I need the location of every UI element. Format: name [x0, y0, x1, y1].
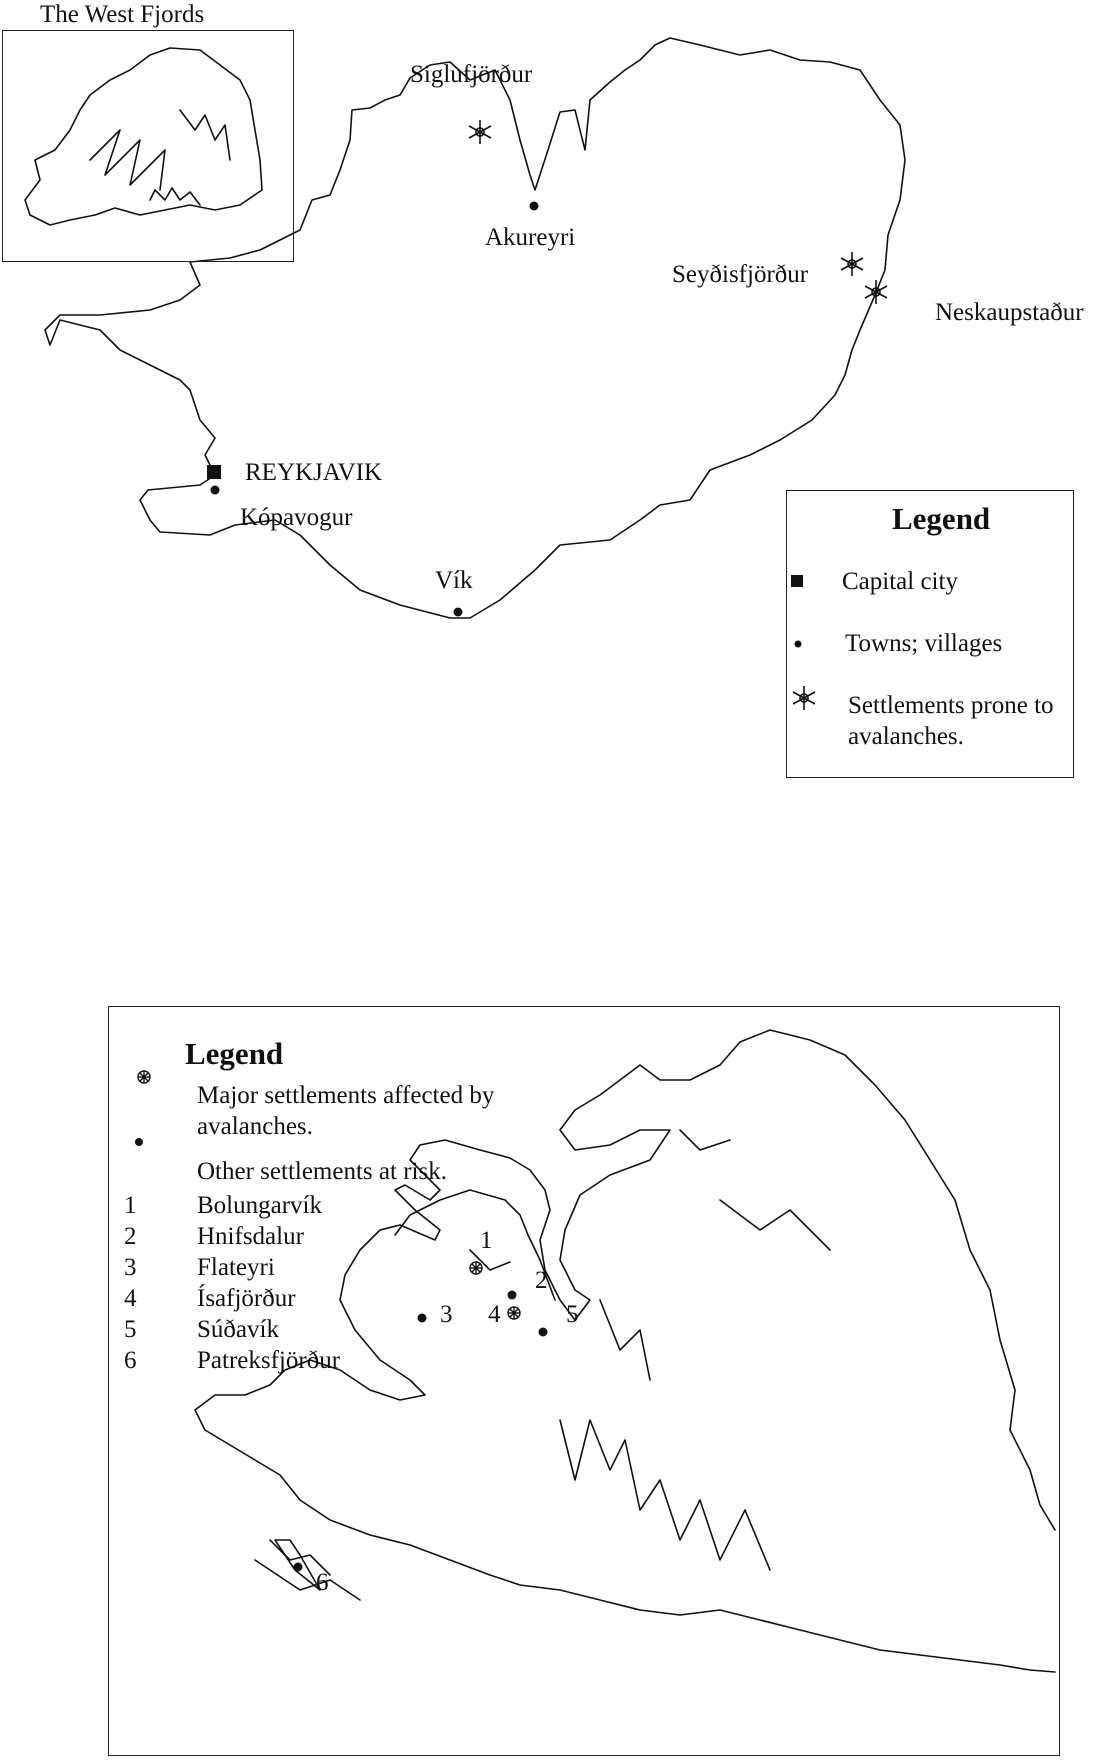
legend-list-name: Flateyri — [197, 1254, 275, 1281]
legend-list-number: 2 — [124, 1223, 137, 1250]
label-seydisfjordur: Seyðisfjörður — [672, 261, 809, 288]
label-siglufjordur: Siglufjörður — [410, 61, 533, 88]
legend-list-number: 1 — [124, 1192, 137, 1219]
dot-hnifsdalur — [508, 1291, 517, 1300]
map-number-2: 2 — [535, 1267, 548, 1294]
map-number-1: 1 — [480, 1227, 493, 1254]
label-vik: Vík — [435, 567, 473, 594]
bottom-legend-title: Legend — [185, 1036, 284, 1071]
west-fjords-inset-label: The West Fjords — [40, 1, 205, 28]
legend-list-number: 4 — [124, 1285, 137, 1312]
dot-patreksfjordur — [294, 1563, 303, 1572]
legend-list-name: Patreksfjörður — [197, 1347, 341, 1374]
legend-list-number: 3 — [124, 1254, 137, 1281]
avalanche-icon-isafjordur — [508, 1307, 520, 1319]
legend-list-number: 5 — [124, 1316, 137, 1343]
label-neskaupstadur: Neskaupstaður — [935, 299, 1084, 326]
legend-affected-avalanche-icon — [138, 1071, 150, 1083]
legend-list-name: Ísafjörður — [197, 1285, 296, 1312]
map-number-6: 6 — [316, 1569, 329, 1596]
map-number-4: 4 — [488, 1301, 501, 1328]
legend-list-name: Súðavík — [197, 1316, 279, 1343]
dot-flateyri — [418, 1314, 427, 1323]
legend-at-risk-dot-icon — [135, 1138, 143, 1146]
bottom-legend-at-risk-label: Other settlements at risk. — [197, 1158, 447, 1185]
legend-list-name: Bolungarvík — [197, 1192, 322, 1219]
dot-sudavik — [539, 1328, 548, 1337]
legend-list-name: Hnifsdalur — [197, 1223, 304, 1250]
top-legend-avalanche-label: Settlements prone to avalanches. — [848, 692, 1054, 751]
label-akureyri: Akureyri — [485, 224, 576, 251]
label-kopavogur: Kópavogur — [240, 504, 353, 531]
map-number-3: 3 — [440, 1301, 453, 1328]
bottom-legend-affected-label: Major settlements affected by avalanches. — [197, 1082, 495, 1141]
top-legend-town-label: Towns; villages — [845, 630, 1003, 657]
label-reykjavik: REYKJAVIK — [245, 459, 383, 486]
avalanche-icon-bolungarvik — [470, 1262, 482, 1274]
top-legend-title: Legend — [892, 501, 991, 536]
top-legend-capital-label: Capital city — [842, 568, 958, 595]
legend-list-number: 6 — [124, 1347, 137, 1374]
map-number-5: 5 — [566, 1301, 579, 1328]
